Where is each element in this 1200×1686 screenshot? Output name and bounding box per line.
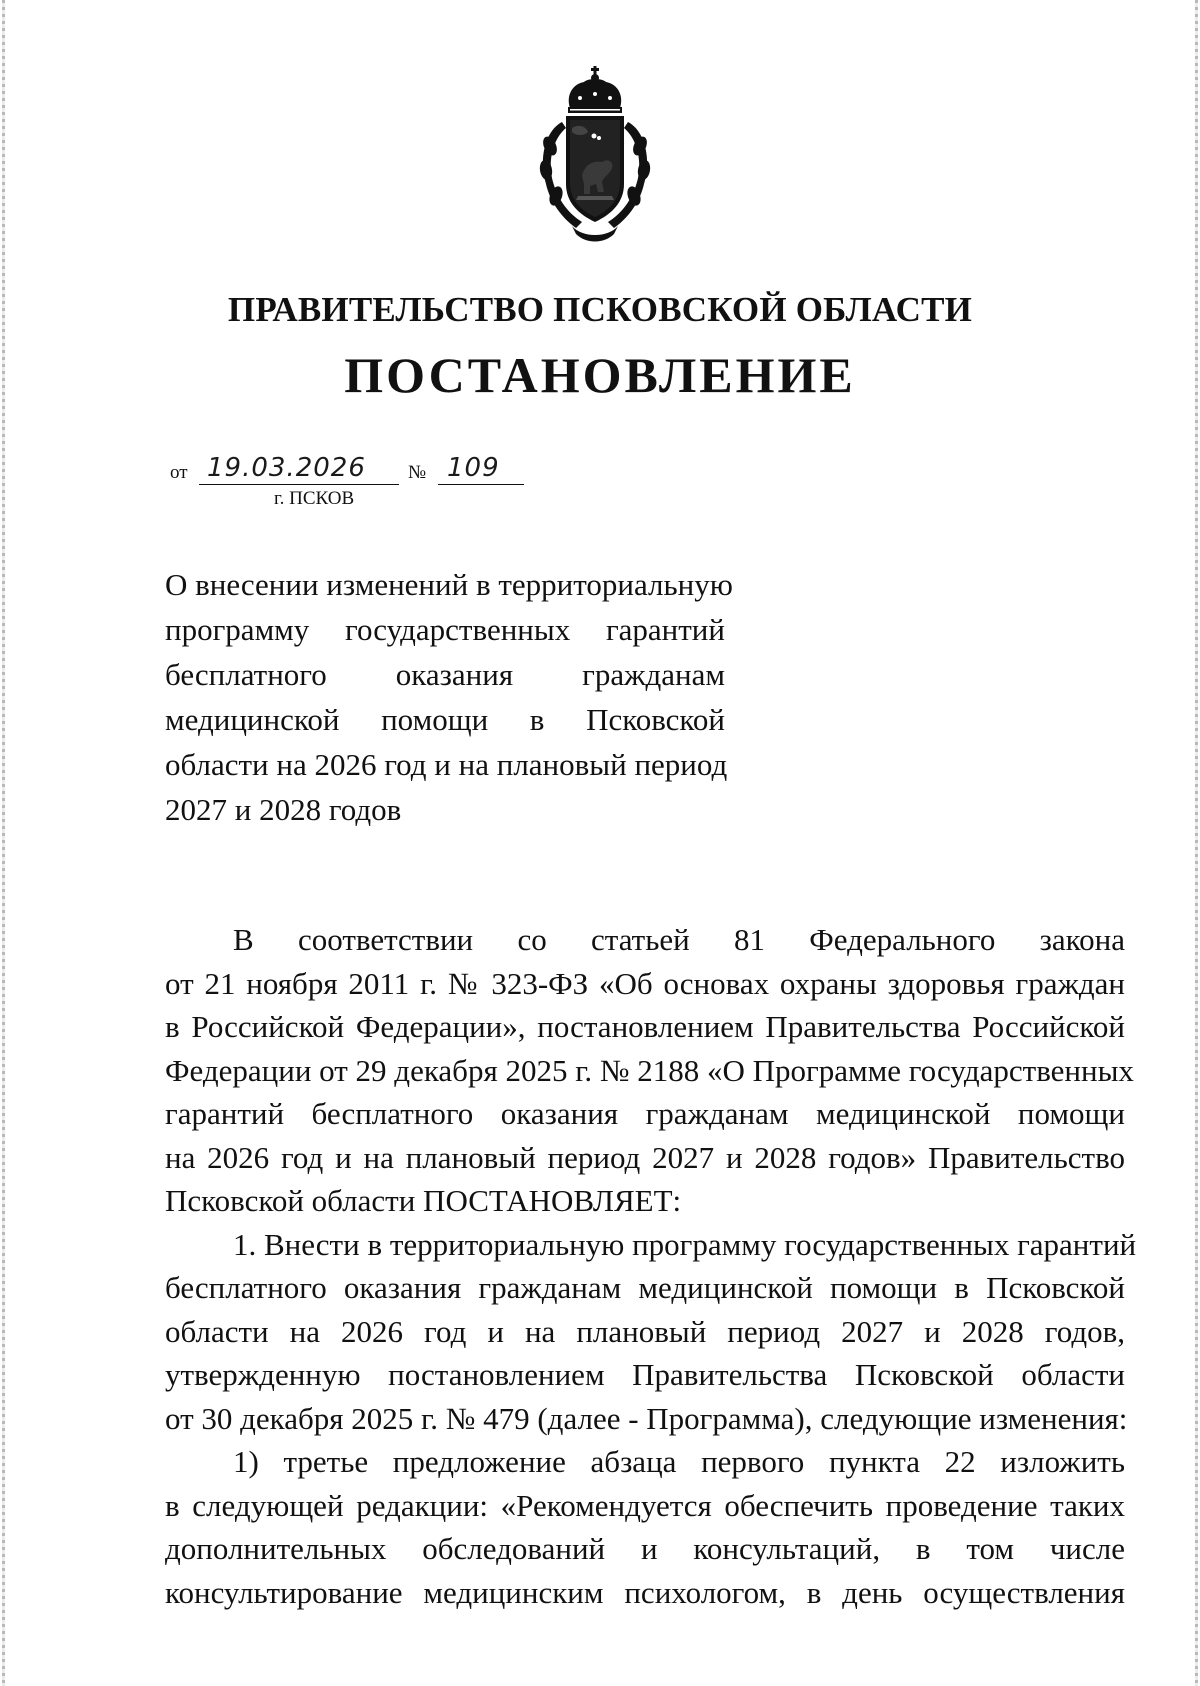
number-sign: № bbox=[408, 462, 427, 483]
handwritten-document-number: 109 bbox=[447, 453, 500, 483]
body-line: Федерации от 29 декабря 2025 г. № 2188 «О Программе государственных bbox=[165, 1052, 1134, 1088]
scan-edge-right bbox=[1195, 0, 1198, 1686]
body-line: 1) третье предложение абзаца первого пункта 22 изложить bbox=[233, 1444, 1125, 1479]
body-line: В соответствии со статьей 81 Федерального закона bbox=[233, 922, 1125, 957]
subject-line: области на 2026 год и на плановый период bbox=[165, 747, 728, 782]
body-line: 1. Внести в территориальную программу государственных гарантий bbox=[233, 1226, 1137, 1262]
document-body bbox=[165, 918, 1137, 1614]
subject-line: медицинской помощи в Псковской bbox=[165, 702, 725, 737]
body-line: Псковской области ПОСТАНОВЛЯЕТ: bbox=[165, 1183, 682, 1218]
body-line: бесплатного оказания гражданам медицинской помощи в Псковской bbox=[165, 1270, 1125, 1305]
body-line: от 21 ноября 2011 г. № 323-ФЗ «Об основах охраны здоровья граждан bbox=[165, 965, 1125, 1001]
number-underline bbox=[438, 484, 524, 485]
body-line: утвержденную постановлением Правительства Псковской области bbox=[165, 1357, 1125, 1392]
subject-line: программу государственных гарантий bbox=[165, 612, 725, 647]
body-line: в следующей редакции: «Рекомендуется обеспечить проведение таких bbox=[165, 1487, 1125, 1523]
body-line: дополнительных обследований и консультаций, в том числе bbox=[165, 1531, 1125, 1566]
document-type-title: ПОСТАНОВЛЕНИЕ bbox=[344, 347, 856, 403]
handwritten-date: 19.03.2026 bbox=[207, 453, 366, 483]
scan-edge-left bbox=[2, 0, 5, 1686]
document-subject bbox=[165, 562, 733, 832]
date-underline bbox=[199, 484, 399, 485]
coat-of-arms-emblem bbox=[532, 66, 658, 246]
subject-line: бесплатного оказания гражданам bbox=[165, 657, 725, 692]
body-line: области на 2026 год и на плановый период 2027 и 2028 годов, bbox=[165, 1313, 1125, 1349]
subject-line: О внесении изменений в территориальную bbox=[165, 567, 733, 602]
subject-line: 2027 и 2028 годов bbox=[165, 792, 402, 827]
body-line: в Российской Федерации», постановлением Правительства Российской bbox=[165, 1009, 1125, 1044]
body-line: от 30 декабря 2025 г. № 479 (далее - Программа), следующие изменения: bbox=[165, 1400, 1128, 1436]
body-line: на 2026 год и на плановый период 2027 и 2028 годов» Правительство bbox=[165, 1139, 1125, 1175]
government-title: ПРАВИТЕЛЬСТВО ПСКОВСКОЙ ОБЛАСТИ bbox=[227, 290, 973, 329]
body-line: консультирование медицинским психологом, в день осуществления bbox=[165, 1574, 1125, 1610]
document-city: г. ПСКОВ bbox=[274, 488, 355, 509]
body-line: гарантий бесплатного оказания гражданам медицинской помощи bbox=[165, 1096, 1125, 1131]
document-dateline bbox=[170, 453, 550, 518]
date-prefix: от bbox=[170, 462, 188, 483]
